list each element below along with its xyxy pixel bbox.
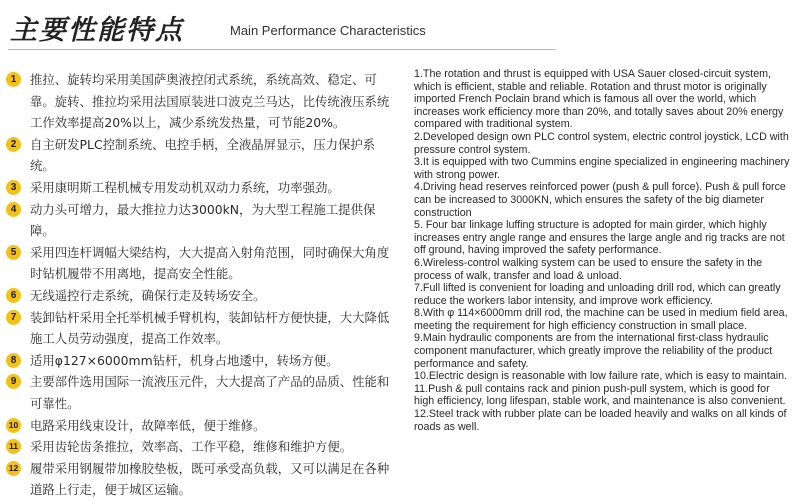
feature-text-cn: 履带采用钢履带加橡胶垫板，既可承受高负载，又可以满足在各种道路上行走，便于城区运输。 — [30, 460, 390, 498]
section-header — [8, 4, 792, 52]
feature-item-cn — [6, 177, 398, 199]
feature-item-cn — [6, 69, 398, 134]
feature-text-cn: 无线遥控行走系统，确保行走及转场安全。 — [30, 287, 266, 303]
number-badge: 8 — [6, 353, 21, 368]
feature-item-cn — [6, 371, 398, 414]
feature-item-en: 9.Main hydraulic components are from the international first-class hydraulic component manufacturer, which greatly improve the reliability of the product performance and safety. — [414, 332, 773, 370]
feature-item-cn — [6, 415, 398, 437]
feature-item-en: 6.Wireless-control walking system can be used to ensure the safety in the process of walk, transfer and load & unload. — [414, 256, 763, 282]
feature-item-en: 5. Four bar linkage luffing structure is adopted for main girder, which highly increases entry angle range and ensures the large angle and rig tracks are not off ground, having improved the safety performance. — [414, 219, 785, 257]
feature-item-en: 12.Steel track with rubber plate can be loaded heavily and walks on all kinds of roads as well. — [414, 408, 787, 433]
feature-text-cn: 自主研发PLC控制系统、电控手柄，全液晶屏显示，压力保护系统。 — [30, 136, 376, 174]
feature-text-cn: 动力头可增力，最大推拉力达3000kN，为大型工程施工提供保障。 — [30, 201, 376, 239]
feature-item-en: 8.With φ 114×6000mm drill rod, the machine can be used in medium field area, meeting the requirement for high efficiency construction in small place. — [414, 307, 788, 332]
feature-text-cn: 电路采用线束设计，故障率低，便于维修。 — [30, 417, 266, 433]
number-badge: 10 — [6, 418, 21, 433]
header-divider — [8, 49, 556, 50]
number-badge: 4 — [6, 202, 21, 217]
feature-text-cn: 适用φ127×6000mm钻杆，机身占地逶中，转场方便。 — [30, 352, 339, 368]
feature-item-cn — [6, 436, 398, 458]
feature-text-cn: 采用齿轮齿条推拉，效率高、工作平稳，维修和维护方便。 — [30, 439, 353, 455]
number-badge: 11 — [6, 439, 21, 454]
feature-item-cn — [6, 242, 398, 285]
feature-item-en: 10.Electric design is reasonable with low failure rate, which is easy to maintain. — [414, 370, 788, 383]
number-badge: 5 — [6, 245, 21, 260]
feature-item-cn — [6, 134, 398, 177]
feature-text-cn: 主要部件选用国际一流液压元件，大大提高了产品的品质、性能和可靠性。 — [30, 374, 390, 411]
feature-text-cn: 采用四连杆调幅大梁结构，大大提高入射角范围，同时确保大角度时钻机履带不用离地，提高安全性能。 — [30, 244, 390, 282]
feature-item-cn — [6, 307, 398, 350]
number-badge: 12 — [6, 461, 21, 476]
page-title-cn: 主要性能特点 — [10, 15, 184, 46]
number-badge: 2 — [6, 137, 21, 152]
number-badge: 1 — [6, 72, 21, 87]
features-list-en — [414, 68, 792, 433]
feature-item-en: 11.Push & pull contains rack and pinion push-pull system, which is good for high efficiency, long lifespan, stable work, and maintenance is also convenient. — [414, 382, 786, 408]
number-badge: 9 — [6, 374, 21, 389]
number-badge: 7 — [6, 310, 21, 325]
feature-item-cn — [6, 458, 398, 501]
feature-item-cn — [6, 199, 398, 242]
number-badge: 3 — [6, 180, 21, 195]
feature-item-cn — [6, 350, 398, 372]
feature-text-cn: 采用康明斯工程机械专用发动机双动力系统，功率强劲。 — [30, 179, 340, 195]
feature-item-en: 4.Driving head reserves reinforced power (push & pull force). Push & pull force can be increased to 3000KN, which ensures the safety of the big diameter construction — [414, 181, 786, 219]
feature-item-en: 1.The rotation and thrust is equipped with USA Sauer closed-circuit system, which is efficient, stable and reliable. Rotation and thrust motor is originally imported French Poclain brand which is famous all over the world, which increases work efficiency more than 20%, and totally saves about 20% energy compared with traditional system. — [414, 68, 784, 131]
feature-item-en: 3.It is equipped with two Cummins engine specialized in engineering machinery with strong power. — [414, 156, 790, 181]
feature-item-en: 7.Full lifted is convenient for loading and unloading drill rod, which can greatly reduce the workers labor intensity, and improve work efficiency. — [414, 282, 781, 307]
features-list-cn — [6, 69, 398, 501]
number-badge: 6 — [6, 288, 21, 303]
feature-item-cn — [6, 285, 398, 307]
page-title-en: Main Performance Characteristics — [230, 23, 426, 38]
feature-text-cn: 推拉、旋转均采用美国萨奥液控闭式系统，系统高效、稳定、可靠。旋转、推拉均采用法国原装进口波克兰马达，比传统液压系统工作效率提高20%以上，减少系统发热量，可节能20%。 — [30, 72, 390, 131]
feature-item-en: 2.Developed design own PLC control system, electric control joystick, LCD with pressure control system. — [414, 130, 789, 156]
feature-text-cn: 装卸钻杆采用全托举机械手臂机构，装卸钻杆方便快捷，大大降低施工人员劳动强度，提高工作效率。 — [30, 309, 390, 347]
